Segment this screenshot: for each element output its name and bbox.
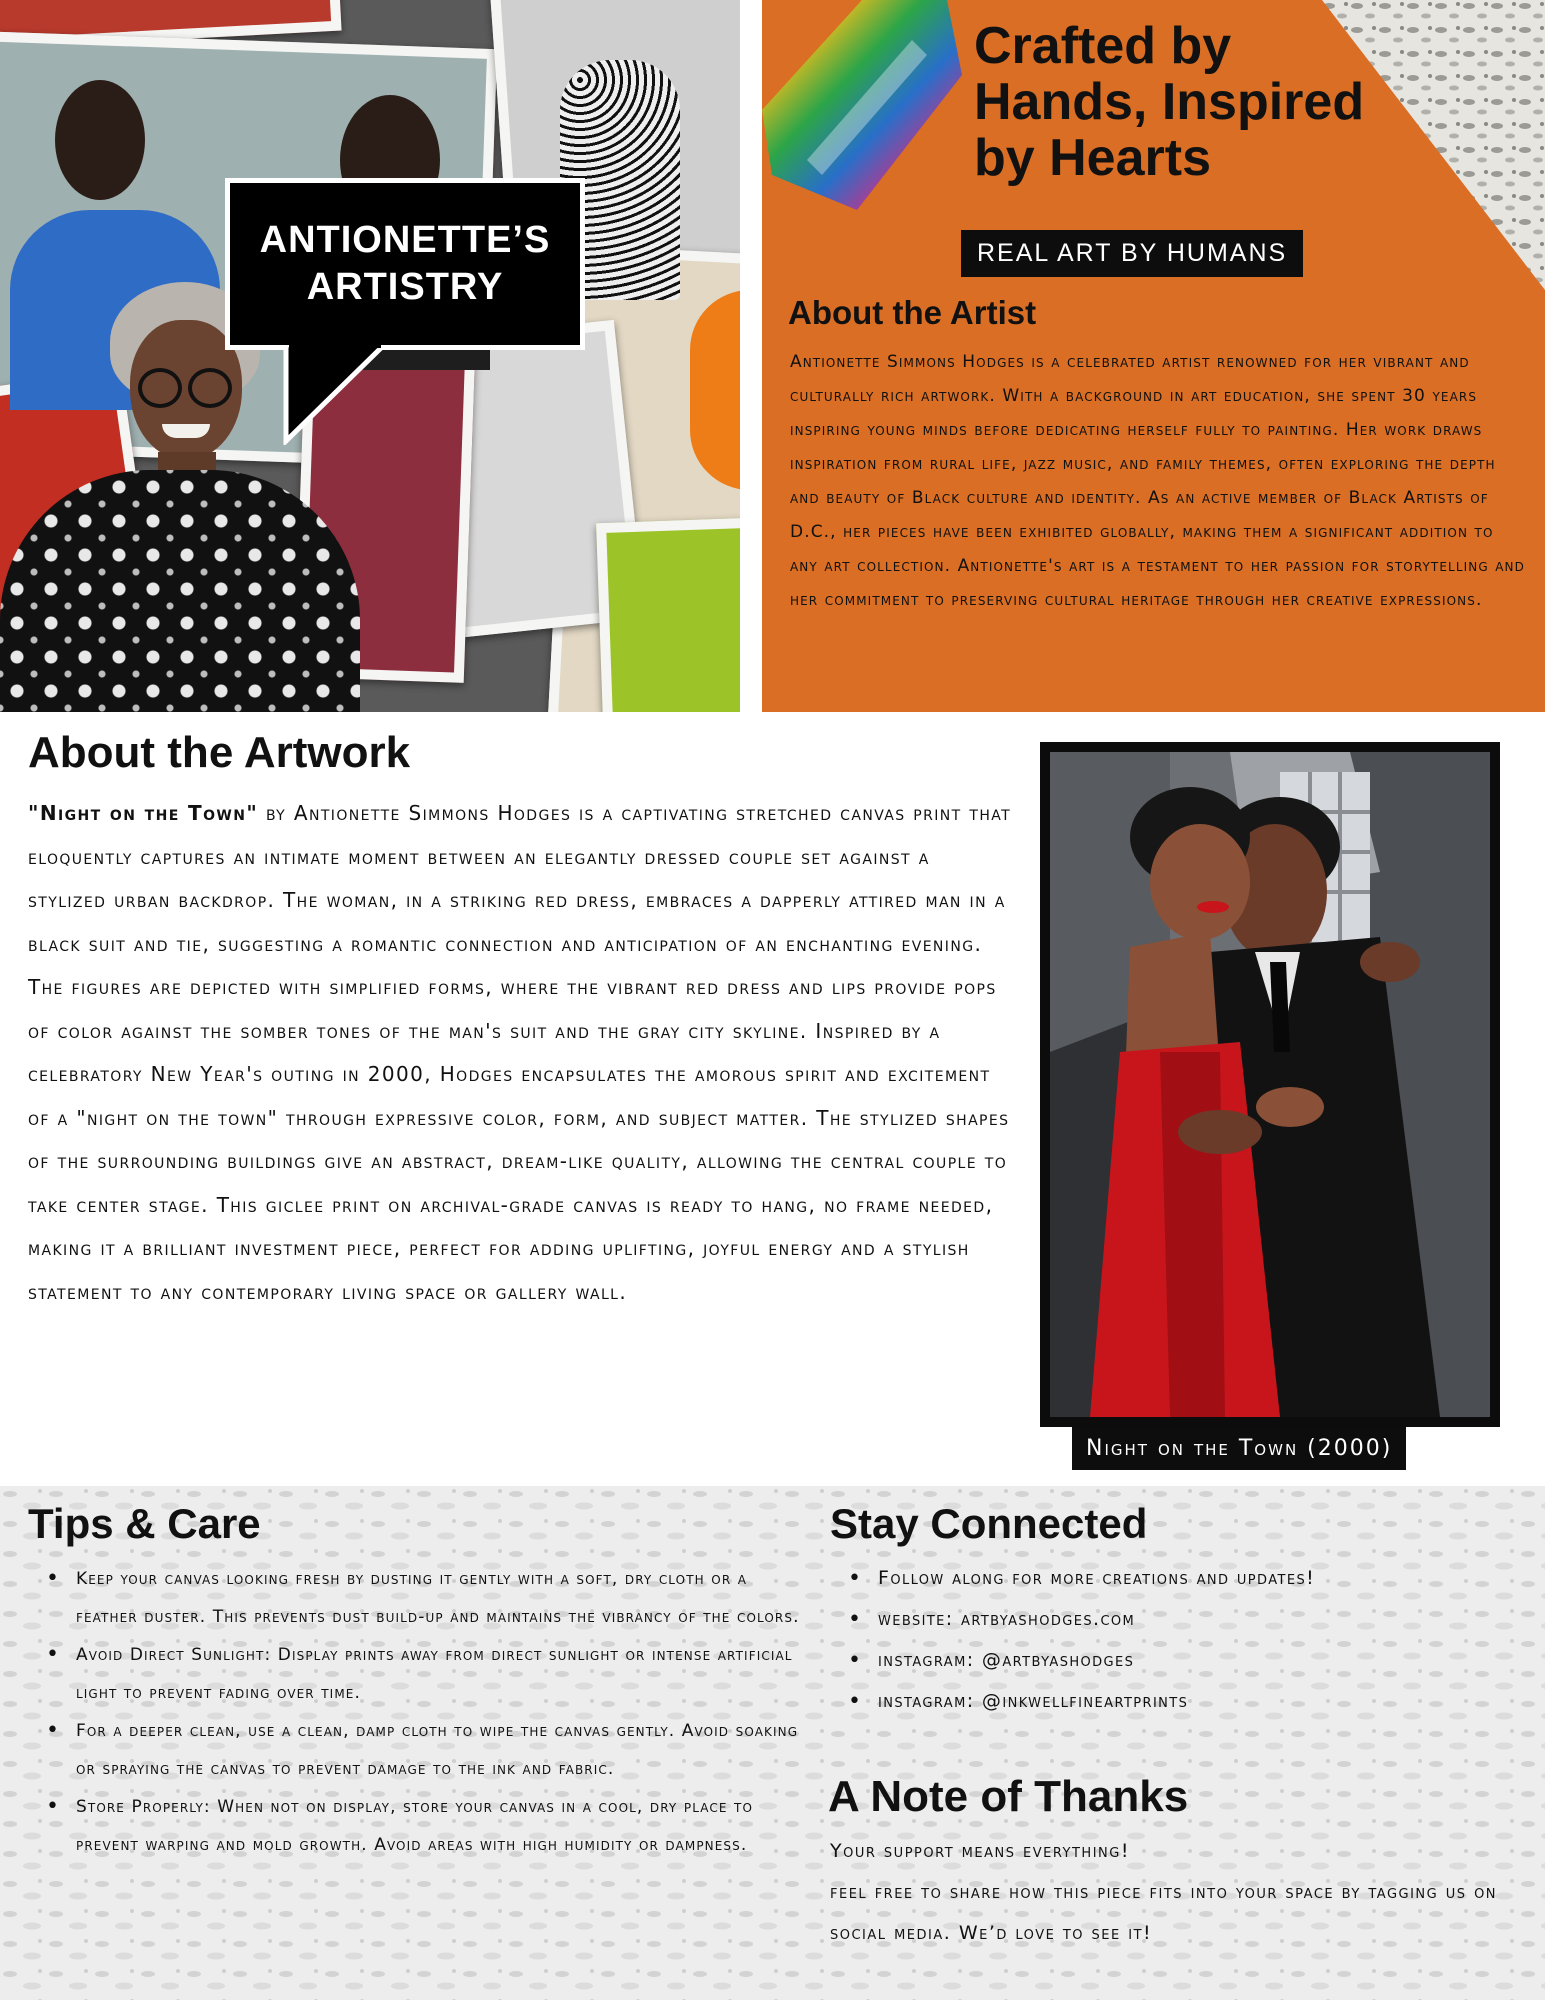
brand-name-line2: ARTISTRY	[306, 266, 504, 308]
follow-along-text: • Follow along for more creations and updates!	[830, 1558, 1390, 1599]
info-section	[0, 1486, 1545, 2000]
artwork-description	[28, 792, 1013, 1314]
artwork-image	[1040, 742, 1500, 1427]
panel-title-line: Hands, Inspired	[974, 73, 1365, 131]
thanks-heading: A Note of Thanks	[828, 1772, 1189, 1821]
night-on-the-town-painting	[1050, 752, 1490, 1417]
about-artist-text: Antionette Simmons Hodges is a celebrated artist renowned for her vibrant and culturally rich artwork. With a background in art education, she spent 30 years inspiring young minds before dedicating herself fully to painting. Her work draws inspiration from rural life, jazz music, and family themes, often exploring the depth and beauty of Black culture and identity. As an active member of Black Artists of D.C., her pieces have been exhibited globally, making them a significant addition to any art collection. Antionette's art is a testament to her passion for storytelling and her commitment to preserving cultural heritage through her creative expressions.	[790, 352, 1525, 610]
about-artist-heading: About the Artist	[788, 294, 1037, 331]
tip-item: • Store Properly: When not on display, store your canvas in a cool, dry place to prevent warping and mold growth. Avoid areas with high humidity or dampness.	[28, 1788, 810, 1864]
social-list	[830, 1558, 1390, 1722]
panel-title-line: by Hearts	[974, 129, 1211, 187]
panel-title-line: Crafted by	[974, 17, 1232, 75]
glasses-left	[138, 368, 182, 408]
real-art-badge: REAL ART BY HUMANS	[961, 230, 1303, 277]
brand-speech-bubble	[225, 178, 585, 350]
instagram-link[interactable]: • instagram: @inkwellfineartprints	[830, 1681, 1390, 1722]
thanks-text	[830, 1831, 1520, 1954]
website-link[interactable]: • website: artbyashodges.com	[830, 1599, 1390, 1640]
thanks-line: feel free to share how this piece fits into your space by tagging us on social media. We’d love to see it!	[830, 1881, 1498, 1944]
about-artwork-heading: About the Artwork	[28, 728, 411, 777]
artist-smile	[162, 424, 210, 438]
artwork-title: "Night on the Town"	[28, 801, 259, 825]
brand-name-line1: ANTIONETTE’S	[259, 218, 551, 261]
tips-list	[28, 1560, 810, 1864]
tips-heading: Tips & Care	[28, 1500, 261, 1547]
figure-head	[55, 80, 145, 200]
artwork-description-text: by Antionette Simmons Hodges is a captivating stretched canvas print that eloquently captures an intimate moment between an elegantly dressed couple set against a stylized urban backdrop. The woman, in a striking red dress, embraces a dapperly attired man in a black suit and tie, suggesting a romantic connection and anticipation of an enchanting evening. The figures are depicted with simplified forms, where the vibrant red dress and lips provide pops of color against the somber tones of the man's suit and the gray city skyline. Inspired by a celebratory New Year's outing in 2000, Hodges encapsulates the amorous spirit and excitement of a "night on the town" through expressive color, form, and subject matter. The stylized shapes of the surrounding buildings give an abstract, dream-like quality, allowing the central couple to take center stage. This giclee print on archival-grade canvas is ready to hang, no frame needed, making it a brilliant investment piece, perfect for adding uplifting, joyful energy and a stylish statement to any contemporary living space or gallery wall.	[28, 801, 1012, 1304]
artwork-caption: Night on the Town (2000)	[1072, 1427, 1406, 1470]
collage-card	[596, 517, 740, 712]
hero-collage	[0, 0, 740, 712]
speech-bubble-tail	[280, 345, 390, 445]
instagram-link[interactable]: • instagram: @artbyashodges	[830, 1640, 1390, 1681]
tip-item: • Keep your canvas looking fresh by dusting it gently with a soft, dry cloth or a feather duster. This prevents dust build-up and maintains the vibrancy of the colors.	[28, 1560, 810, 1636]
orange-shape	[690, 290, 740, 490]
thanks-line: Your support means everything!	[830, 1840, 1130, 1862]
stay-connected-heading: Stay Connected	[830, 1500, 1148, 1547]
glasses-right	[188, 368, 232, 408]
artist-blouse	[0, 470, 360, 712]
artist-panel	[762, 0, 1545, 712]
panel-title	[974, 18, 1364, 186]
tip-item: • For a deeper clean, use a clean, damp cloth to wipe the canvas gently. Avoid soaking or spraying the canvas to prevent damage to the ink and fabric.	[28, 1712, 810, 1788]
tip-item: • Avoid Direct Sunlight: Display prints away from direct sunlight or intense artificial light to prevent fading over time.	[28, 1636, 810, 1712]
